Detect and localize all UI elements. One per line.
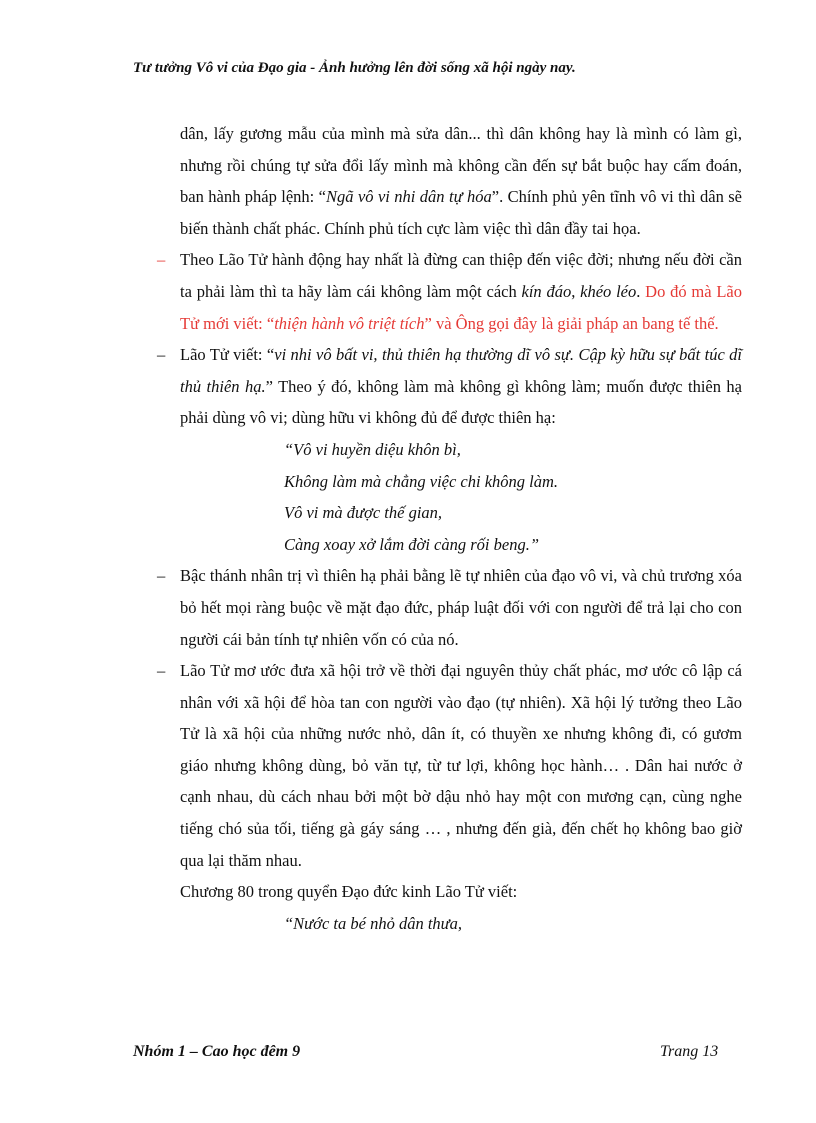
bullet-item [157, 655, 742, 876]
bullet-text: Lão Tử viết: “ [180, 345, 275, 365]
separator-text: , [571, 281, 581, 301]
highlighted-text: Do đó mà Lão Tử mới viết: “ [180, 281, 742, 333]
quote-text: Ngã vô vi nhi dân tự hóa [326, 187, 492, 207]
bullet-item [157, 244, 742, 339]
bullet-item [157, 339, 743, 434]
separator-text: . [636, 281, 646, 301]
bullet-dash: – [157, 250, 166, 270]
bullet-text: Lão Tử mơ ước đưa xã hội trở về thời đại nguyên thủy chất phác, mơ ước cô lập cá nhân với xã hội để hòa tan con người vào đạo (tự nhiên). Xã hội lý tưởng theo Lão Tử là xã hội của những nước nhỏ, dân ít, có thuyền xe nhưng không đi, có gươm giáo nhưng không dùng, bỏ văn tự, từ tư lợi, không học hành… . Dân hai nước ở cạnh nhau, dù cách nhau bởi một bờ dậu nhỏ hay một con mương cạn, cùng nghe tiếng chó sủa tối, tiếng gà gáy sáng … , nhưng đến già, đến chết họ không bao giờ qua lại thăm nhau. [180, 661, 742, 870]
footer-page-number: Trang 13 [660, 1043, 719, 1060]
bullet-item [157, 560, 742, 655]
paragraph-text: dân, lấy gương mẫu của mình mà sửa dân... thì dân không hay là mình có làm gì, nhưng rồi chúng tự sửa đổi lấy mình mà không cần đến sự bắt buộc hay cấm đoán, ban hành pháp lệnh: “ [180, 124, 742, 207]
bullet-dash: – [157, 661, 166, 681]
highlighted-quote: thiện hành vô triệt tích [274, 313, 425, 333]
paragraph-text: ”. Chính phủ yên tĩnh vô vi thì dân sẽ biến thành chất phác. Chính phủ tích cực làm việc thì dân đầy tai họa. [180, 187, 742, 238]
bullet-dash: – [157, 345, 166, 365]
quote-text: vi nhi vô bất vi, thủ thiên hạ thường dĩ vô sự. Cập kỳ hữu sự bất túc dĩ thủ thiên hạ. [180, 345, 743, 396]
poem-line: Vô vi mà được thế gian, [284, 503, 443, 523]
page-header: Tư tưởng Vô vi của Đạo gia - Ảnh hưởng lên đời sống xã hội ngày nay. [133, 60, 576, 76]
poem-line: Không làm mà chẳng việc chi không làm. [284, 471, 559, 491]
poem-line: “Nước ta bé nhỏ dân thưa, [284, 913, 463, 933]
highlighted-text: ” và Ông gọi đây là giải pháp an bang tế thế. [424, 313, 719, 333]
emphasis-text: kín đáo [521, 281, 572, 301]
page-body [157, 118, 743, 939]
poem-line: “Vô vi huyền diệu khôn bì, [284, 439, 461, 459]
bullet-text: Theo Lão Tử hành động hay nhất là đừng can thiệp đến việc đời; nhưng nếu đời cần ta phải làm thì ta hãy làm cái không làm một cách [180, 250, 742, 301]
bullet-text: ” Theo ý đó, không làm mà không gì không làm; muốn được thiên hạ phải dùng vô vi; dùng hữu vi không đủ để được thiên hạ: [180, 376, 743, 428]
paragraph: Chương 80 trong quyển Đạo đức kinh Lão Tử viết: [180, 882, 518, 902]
bullet-dash: – [157, 566, 166, 586]
paragraph-continuation [180, 118, 742, 244]
poem-line: Càng xoay xở lắm đời càng rối beng.” [284, 534, 540, 554]
emphasis-text: khéo léo [580, 281, 637, 301]
bullet-text: Bậc thánh nhân trị vì thiên hạ phải bằng lẽ tự nhiên của đạo vô vi, và chủ trương xóa bỏ hết mọi ràng buộc về mặt đạo đức, pháp luật đối với con người để trả lại cho con người cái bản tính tự nhiên vốn có của nó. [180, 566, 742, 649]
footer-group-label: Nhóm 1 – Cao học đêm 9 [133, 1043, 301, 1060]
